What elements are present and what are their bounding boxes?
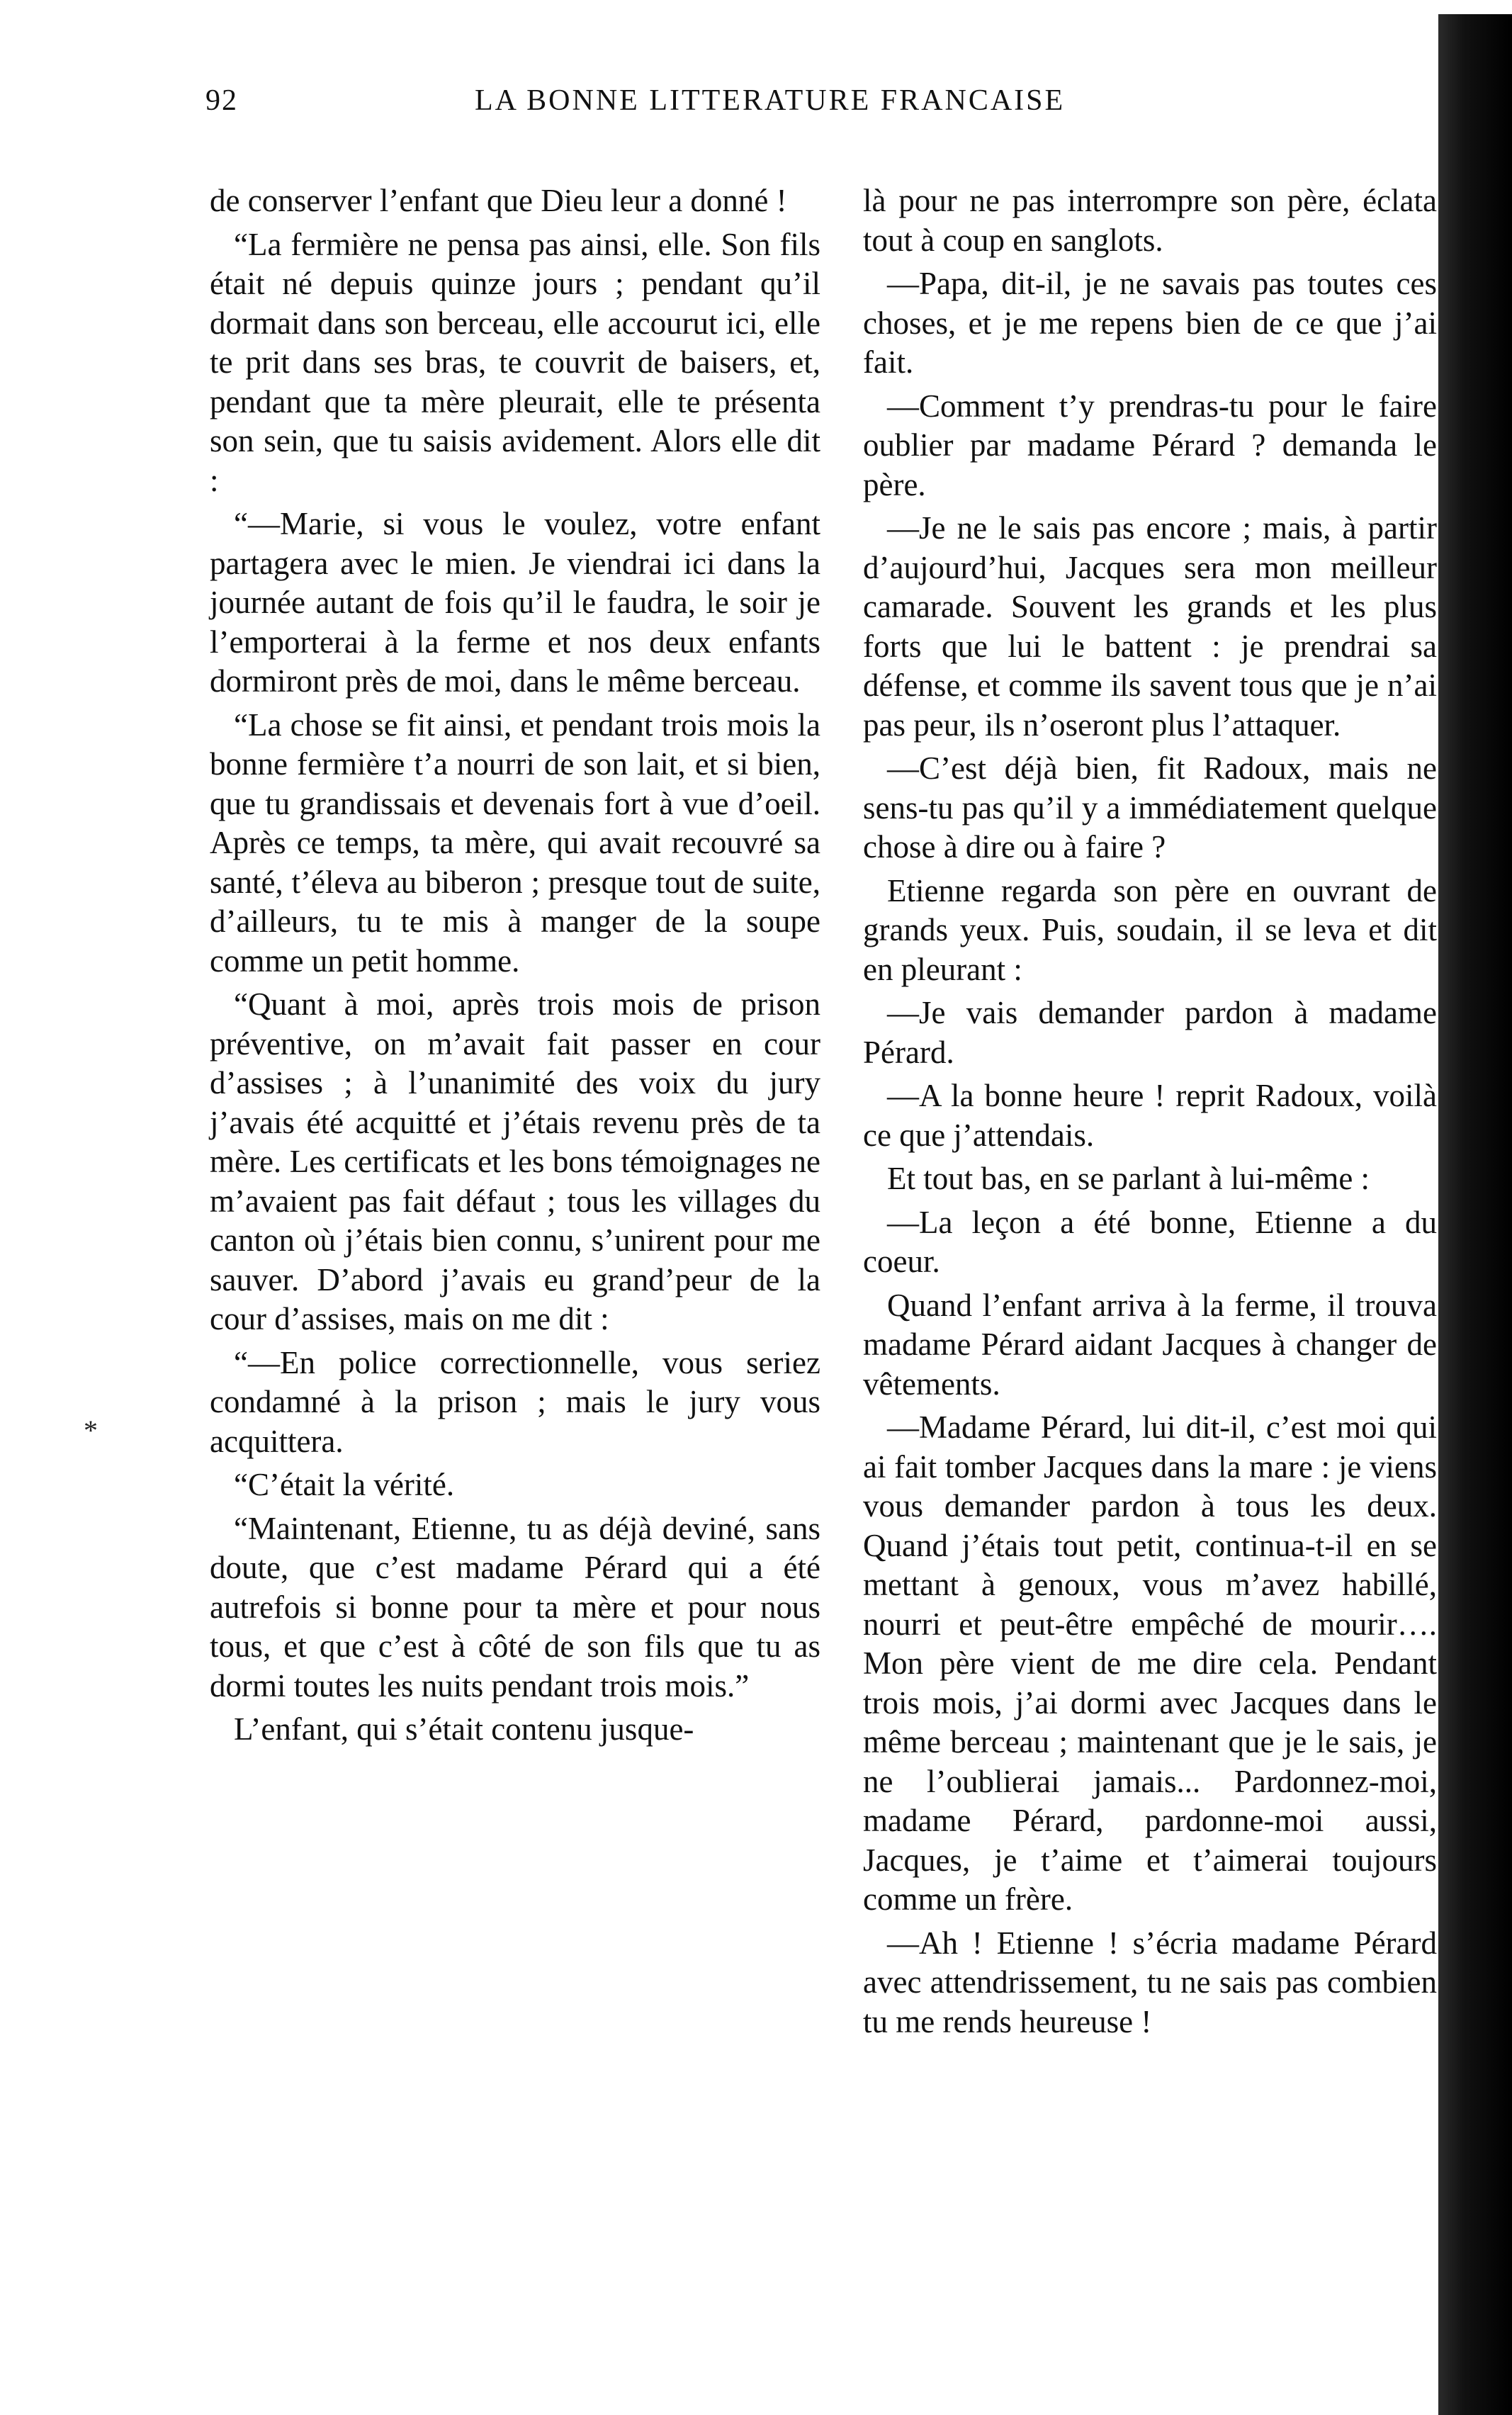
paragraph: L’enfant, qui s’était contenu jusque- bbox=[234, 1711, 694, 1747]
paragraph: de conserver l’enfant que Dieu leur a donné ! bbox=[210, 183, 787, 218]
paragraph: —La leçon a été bonne, Etienne a du coeur. bbox=[863, 1204, 1437, 1279]
paragraph: “C’était la vérité. bbox=[234, 1467, 455, 1502]
paragraph: —C’est déjà bien, fit Radoux, mais ne sens-tu pas qu’il y a immédiatement quelque chose à dire ou à faire ? bbox=[863, 750, 1437, 865]
paragraph: —Papa, dit-il, je ne savais pas toutes ces choses, et je me repens bien de ce que j’ai fait. bbox=[863, 266, 1437, 380]
paragraph: Quand l’enfant arriva à la ferme, il trouva madame Pérard aidant Jacques à changer de vêtements. bbox=[863, 1287, 1437, 1402]
paragraph: —Ah ! Etienne ! s’écria madame Pérard avec attendrissement, tu ne sais pas combien tu me rends heureuse ! bbox=[863, 1925, 1437, 2039]
paragraph: Etienne regarda son père en ouvrant de grands yeux. Puis, soudain, il se leva et dit en pleurant : bbox=[863, 872, 1437, 987]
running-title: LA BONNE LITTERATURE FRANCAISE bbox=[475, 84, 1066, 117]
paragraph: là pour ne pas interrompre son père, éclata tout à coup en sanglots. bbox=[863, 183, 1437, 258]
paragraph: —A la bonne heure ! reprit Radoux, voilà ce que j’attendais. bbox=[863, 1078, 1437, 1153]
left-text-column bbox=[210, 181, 820, 1754]
margin-mark: * bbox=[84, 1414, 98, 1446]
paragraph: Et tout bas, en se parlant à lui-même : bbox=[887, 1161, 1370, 1196]
right-text-column bbox=[863, 181, 1437, 2046]
paragraph: —Je vais demander pardon à madame Pérard. bbox=[863, 995, 1437, 1070]
paragraph: —Madame Pérard, lui dit-il, c’est moi qui ai fait tomber Jacques dans la mare : je viens vous demander pardon à tous les deux. Quand j’étais tout petit, continua-t-il en se mettant à genoux, vous m’avez habillé, nourri et peut-être empêché de mourir…. Mon père vient de me dire cela. Pendant trois mois, j’ai dormi avec Jacques dans le même berceau ; maintenant que je le sais, je ne l’oublierai jamais... Pardonnez-moi, madame Pérard, pardonne-moi aussi, Jacques, je t’aime et t’aimerai toujours comme un frère. bbox=[863, 1409, 1437, 1917]
paragraph: “Quant à moi, après trois mois de prison préventive, on m’avait fait passer en cour d’assises ; à l’unanimité des voix du jury j’avais été acquitté et j’étais revenu près de ta mère. Les certificats et les bons témoignages ne m’avaient pas fait défaut ; tous les villages du canton où j’étais bien connu, s’unirent pour me sauver. D’abord j’avais eu grand’peur de la cour d’assises, mais on me dit : bbox=[210, 986, 820, 1336]
paragraph: “—Marie, si vous le voulez, votre enfant partagera avec le mien. Je viendrai ici dans la journée autant de fois qu’il le faudra, le soir je l’emporterai à la ferme et nos deux enfants dormiront près de moi, dans le même berceau. bbox=[210, 506, 820, 699]
paragraph: —Je ne le sais pas encore ; mais, à partir d’aujourd’hui, Jacques sera mon meilleur camarade. Souvent les grands et les plus forts que lui le battent : je prendrai sa défense, et comme ils savent tous que je n’ai pas peur, ils n’oseront plus l’attaquer. bbox=[863, 510, 1437, 743]
scan-edge-shadow bbox=[1438, 14, 1512, 2415]
paragraph: “La chose se fit ainsi, et pendant trois mois la bonne fermière t’a nourri de son lait, et si bien, que tu grandissais et devenais fort à vue d’oeil. Après ce temps, ta mère, qui avait recouvré sa santé, t’éleva au biberon ; presque tout de suite, d’ailleurs, tu te mis à manger de la soupe comme un petit homme. bbox=[210, 707, 820, 979]
page-number: 92 bbox=[205, 84, 238, 117]
page-header bbox=[205, 84, 1424, 126]
paragraph: —Comment t’y prendras-tu pour le faire oublier par madame Pérard ? demanda le père. bbox=[863, 388, 1437, 502]
paragraph: “Maintenant, Etienne, tu as déjà deviné, sans doute, que c’est madame Pérard qui a été autrefois si bonne pour ta mère et pour nous tous, et que c’est à côté de son fils que tu as dormi toutes les nuits pendant trois mois.” bbox=[210, 1510, 820, 1704]
paragraph: “La fermière ne pensa pas ainsi, elle. Son fils était né depuis quinze jours ; pendant qu’il dormait dans son berceau, elle accourut ici, elle te prit dans ses bras, te couvrit de baisers, et, pendant que ta mère pleurait, elle te présenta son sein, que tu saisis avidement. Alors elle dit : bbox=[210, 226, 820, 498]
paragraph: “—En police correctionnelle, vous seriez condamné à la prison ; mais le jury vous acquittera. bbox=[210, 1344, 820, 1459]
